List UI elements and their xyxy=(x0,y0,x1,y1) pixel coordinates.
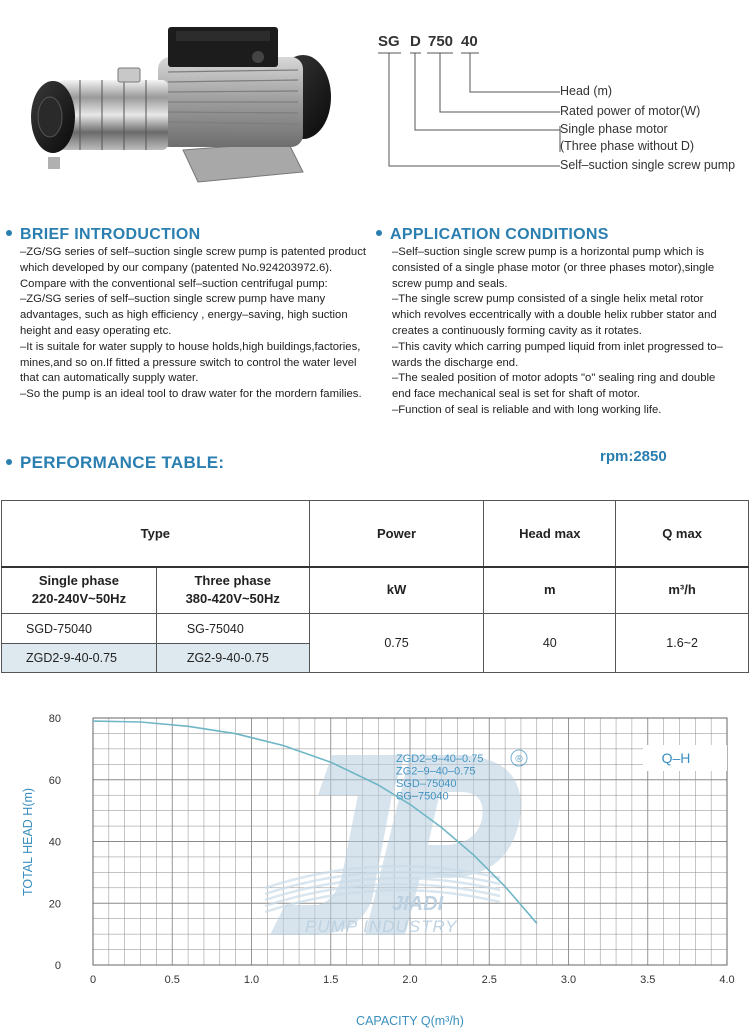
legend-power: Rated power of motor(W) xyxy=(560,104,701,118)
x-tick-label: 3.5 xyxy=(640,974,656,986)
code-part-d: D xyxy=(410,33,421,50)
header-power: Power xyxy=(309,501,484,567)
intro-line: Compare with the conventional self–suction centrifugal pump: xyxy=(20,277,328,290)
three-phase-label: Three phase xyxy=(194,573,272,589)
brief-intro-heading xyxy=(6,226,201,244)
application-title: APPLICATION CONDITIONS xyxy=(390,226,609,243)
power-value: 0.75 xyxy=(309,614,484,673)
table-row xyxy=(2,614,749,644)
bullet-dot-icon xyxy=(6,230,12,236)
model-three-phase: SG-75040 xyxy=(156,614,309,644)
legend-entry: SGD–75040 xyxy=(396,778,457,790)
header-head: Head max xyxy=(484,501,616,567)
x-tick-label: 0.5 xyxy=(164,974,180,986)
application-line: –Function of seal is reliable and with long working life. xyxy=(392,403,662,416)
legend-head: Head (m) xyxy=(560,84,613,98)
application-line: –This cavity which carring pumped liquid from inlet progressed to– xyxy=(392,340,723,353)
intro-line: –So the pump is an ideal tool to draw water for the mordern families. xyxy=(20,388,362,401)
x-tick-label: 3.0 xyxy=(560,974,577,986)
legend-entry: ZG2–9–40–0.75 xyxy=(396,765,476,778)
watermark-brand: JIADI xyxy=(392,893,444,915)
power-unit: kW xyxy=(309,567,484,614)
code-part-head: 40 xyxy=(461,33,478,50)
qh-performance-chart xyxy=(0,700,750,1032)
brief-intro-text xyxy=(20,245,366,403)
intro-line: –ZG/SG series of self–suction single screw pump is patented product xyxy=(20,246,366,258)
legend-three-phase-note: (Three phase without D) xyxy=(560,139,695,153)
y-tick-label: 40 xyxy=(48,836,61,849)
three-phase-header xyxy=(156,567,309,614)
application-line: –The sealed position of motor adopts "o" sealing ring and double xyxy=(392,372,716,385)
bullet-dot-icon xyxy=(376,230,382,236)
header-type: Type xyxy=(2,501,310,567)
intro-line: that can automatically supply water. xyxy=(20,372,199,385)
model-three-phase: ZG2-9-40-0.75 xyxy=(156,644,309,673)
application-line: –The single screw pump consisted of a single helix metal rotor xyxy=(392,293,704,306)
code-part-power: 750 xyxy=(428,33,454,50)
intro-line: –It is suitale for water supply to house holds,high buildings,factories, xyxy=(20,340,361,353)
performance-table xyxy=(1,500,749,673)
brief-intro-title: BRIEF INTRODUCTION xyxy=(20,226,201,243)
application-heading xyxy=(376,226,609,244)
model-single-phase: ZGD2-9-40-0.75 xyxy=(2,644,157,673)
q-value: 1.6~2 xyxy=(616,614,749,673)
y-axis-label: TOTAL HEAD H(m) xyxy=(21,787,35,897)
single-phase-header xyxy=(2,567,157,614)
head-value: 40 xyxy=(484,614,616,673)
registered-mark: ® xyxy=(515,754,523,765)
performance-heading xyxy=(6,453,224,473)
application-line: screw pump and seals. xyxy=(392,277,508,290)
y-tick-label: 20 xyxy=(48,898,61,911)
bullet-dot-icon xyxy=(6,459,12,465)
q-unit: m³/h xyxy=(616,567,749,614)
head-unit: m xyxy=(484,567,616,614)
application-line: creates a continuously forming cavity as it rotates. xyxy=(392,324,642,337)
pump-product-image xyxy=(18,22,343,197)
intro-line: advantages, such as high efficiency , energy–saving, high suction xyxy=(20,309,348,322)
intro-line: which developed by our company (patented No.924203972.6). xyxy=(20,261,333,274)
application-line: wards the discharge end. xyxy=(392,356,519,369)
performance-title: PERFORMANCE TABLE: xyxy=(20,453,225,472)
three-phase-voltage: 380-420V~50Hz xyxy=(185,591,280,607)
legend-entry: SG–75040 xyxy=(396,790,449,803)
model-single-phase: SGD-75040 xyxy=(2,614,157,644)
x-tick-label: 1.0 xyxy=(243,974,260,986)
legend-entry: ZGD2–9–40–0.75 xyxy=(396,753,484,765)
x-tick-label: 2.0 xyxy=(402,974,418,986)
rpm-label: rpm:2850 xyxy=(600,448,667,465)
intro-line: mines,and so on.If fitted a pressure switch to control the water level xyxy=(20,356,357,369)
x-axis-label: CAPACITY Q(m³/h) xyxy=(356,1014,464,1028)
x-tick-label: 1.5 xyxy=(323,974,339,986)
y-tick-label: 0 xyxy=(54,960,61,972)
watermark-subtitle: PUMP INDUSTRY xyxy=(305,917,458,936)
x-tick-label: 4.0 xyxy=(719,974,735,986)
x-tick-label: 2.5 xyxy=(481,974,497,986)
application-line: consisted of a single phase motor (or three phases motor),single xyxy=(392,261,715,274)
application-line: –Self–suction single screw pump is a horizontal pump which is xyxy=(392,246,705,258)
x-tick-label: 0 xyxy=(89,974,97,986)
application-line: end face mechanical seal is set for shaft of motor. xyxy=(392,388,641,401)
application-text xyxy=(392,245,723,419)
intro-line: height and easy operating etc. xyxy=(20,324,172,337)
application-line: which revolves eccentrically with a double helix rubber stator and xyxy=(392,309,717,322)
header-q: Q max xyxy=(616,501,749,567)
chart-title: Q–H xyxy=(661,750,691,766)
y-tick-label: 80 xyxy=(48,713,61,725)
y-tick-label: 60 xyxy=(48,774,61,787)
legend-single-phase: Single phase motor xyxy=(560,122,668,136)
single-phase-voltage: 220-240V~50Hz xyxy=(31,591,127,607)
code-part-sg: SG xyxy=(378,33,400,50)
legend-pump-type: Self–suction single screw pump xyxy=(560,158,736,172)
single-phase-label: Single phase xyxy=(38,573,120,589)
intro-line: –ZG/SG series of self–suction single screw pump have many xyxy=(20,293,326,306)
